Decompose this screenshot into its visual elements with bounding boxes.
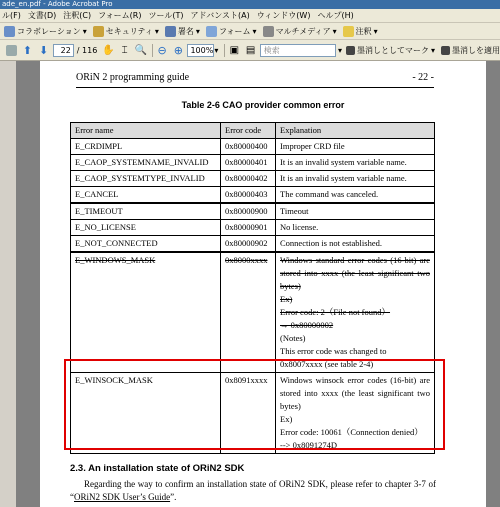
notes-text: This error code was changed to 0x8007xxxx (see table 2-4): [280, 346, 387, 369]
chevron-down-icon: ▾: [430, 45, 435, 55]
fit-width-icon: ▤: [245, 44, 256, 56]
collaboration-button[interactable]: [4, 26, 87, 37]
error-code: 0x80000402: [221, 171, 276, 187]
page-total: / 116: [76, 45, 98, 55]
error-name: E_NOT_CONNECTED: [71, 236, 221, 253]
collaboration-label: コラボレーション: [17, 26, 81, 36]
error-explanation: It is an invalid system variable name.: [276, 155, 435, 171]
toolbar-separator: [224, 44, 225, 57]
explanation-text: --> 0x8091274D: [280, 440, 337, 450]
sign-label: 署名: [177, 26, 194, 36]
pdf-page: [40, 61, 486, 507]
printer-icon: [6, 45, 17, 56]
redact-mark-label: 墨消しとしてマーク: [356, 45, 429, 55]
window-titlebar: [0, 0, 500, 9]
security-button[interactable]: [93, 26, 159, 37]
column-header: Error name: [71, 123, 221, 139]
zoom-out-button[interactable]: [155, 43, 169, 58]
select-tool-button[interactable]: [118, 43, 132, 58]
explanation-text: Windows winsock error codes (16-bit) are stored into xxxx (the least significant two bytes): [280, 375, 430, 411]
menu-help[interactable]: ヘルプ(H): [317, 11, 354, 20]
redact-mark-icon: [346, 46, 355, 55]
table-row: [71, 139, 435, 155]
error-explanation: Connection is not established.: [276, 236, 435, 253]
error-name: E_NO_LICENSE: [71, 220, 221, 236]
fit-page-button[interactable]: [227, 43, 241, 58]
zoom-level-input[interactable]: 100%: [187, 44, 214, 57]
hand-tool-button[interactable]: [101, 43, 115, 58]
header-title: ORiN 2 programming guide: [76, 72, 190, 83]
struck-text: Ex): [280, 294, 293, 304]
search-input[interactable]: 検索: [260, 44, 336, 57]
table-row-windows-mask: [71, 252, 435, 373]
table-row: [71, 220, 435, 236]
menu-advanced[interactable]: アドバンスト(A): [190, 11, 250, 20]
error-explanation: No license.: [276, 220, 435, 236]
pen-icon: [165, 26, 176, 37]
comment-icon: [343, 26, 354, 37]
redact-apply-label: 墨消しを適用: [451, 45, 500, 55]
page-header: [76, 72, 434, 88]
error-explanation: [276, 252, 435, 373]
table-row: [71, 187, 435, 204]
arrow-up-icon: ⬆: [22, 43, 32, 57]
cursor-icon: ⌶: [121, 44, 128, 56]
error-name: E_WINDOWS_MASK: [71, 252, 221, 373]
paragraph-text: Regarding the way to confirm an installation state of ORiN2 SDK, please refer to chapter 3-7 of “: [70, 479, 436, 502]
column-header: Error code: [221, 123, 276, 139]
zoom-in-button[interactable]: [171, 43, 185, 58]
menu-forms[interactable]: フォーム(R): [98, 11, 142, 20]
paragraph-text: ”.: [170, 492, 177, 502]
table-caption: Table 2-6 CAO provider common error: [181, 100, 345, 110]
window-title: ade_en.pdf - Adobe Acrobat Pro: [2, 0, 113, 8]
chevron-down-icon[interactable]: ▾: [214, 45, 219, 55]
error-name: E_CRDIMPL: [71, 139, 221, 155]
error-code: 0x80000401: [221, 155, 276, 171]
fit-width-button[interactable]: [244, 43, 258, 58]
toolbar-separator: [152, 44, 153, 57]
section-title: 2.3. An installation state of ORiN2 SDK: [70, 463, 245, 474]
magnifier-icon: 🔍: [134, 44, 148, 56]
redact-mark-button[interactable]: [346, 45, 435, 56]
comment-label: 注釈: [355, 26, 372, 36]
print-button[interactable]: [4, 43, 18, 58]
task-toolbar: [0, 23, 500, 40]
error-explanation: Timeout: [276, 203, 435, 220]
arrow-down-icon: ⬇: [38, 43, 49, 57]
body-paragraph: [70, 478, 436, 504]
error-code: 0x80000400: [221, 139, 276, 155]
explanation-text: Ex): [280, 414, 293, 424]
navigation-pane-strip[interactable]: [0, 61, 17, 507]
table-row: [71, 155, 435, 171]
red-highlight-box: [64, 359, 445, 450]
struck-text: → 0x80000002: [280, 320, 334, 330]
menu-file[interactable]: ル(F): [2, 11, 21, 20]
error-code: 0x80000901: [221, 220, 276, 236]
multimedia-label: マルチメディア: [275, 26, 331, 36]
error-code: 0x80000902: [221, 236, 276, 253]
lock-icon: [93, 26, 104, 37]
error-name: E_CAOP_SYSTEMTYPE_INVALID: [71, 171, 221, 187]
table-row: [71, 236, 435, 253]
table-row: [71, 203, 435, 220]
column-header: Explanation: [276, 123, 435, 139]
error-code: 0x8091xxxx: [221, 373, 276, 454]
explanation-text: Error code: 10061（Connection denied）: [280, 427, 423, 437]
redact-apply-icon: [441, 46, 450, 55]
redact-apply-button[interactable]: [441, 45, 500, 56]
error-name: E_WINSOCK_MASK: [71, 373, 221, 454]
navigation-toolbar: [0, 40, 500, 61]
error-code: 0x8000xxxx: [221, 252, 276, 373]
sign-button[interactable]: [165, 26, 200, 37]
hand-icon: ✋: [102, 44, 115, 56]
error-code: 0x80000403: [221, 187, 276, 204]
collaboration-icon: [4, 26, 15, 37]
film-icon: [263, 26, 274, 37]
menu-tools[interactable]: ツール(T): [148, 11, 184, 20]
minus-circle-icon: ⊖: [157, 43, 167, 57]
next-page-button[interactable]: [36, 43, 50, 58]
chevron-down-icon: ▾: [252, 26, 257, 36]
struck-text: Windows standard error codes (16-bit) are stored into xxxx (the least significant two bytes): [280, 255, 430, 291]
menu-bar: [0, 9, 500, 23]
forms-label: フォーム: [218, 26, 251, 36]
notes-label: (Notes): [280, 333, 306, 343]
header-page-number: - 22 -: [412, 72, 434, 83]
table-row: [71, 171, 435, 187]
zoom-tool-button[interactable]: [134, 43, 148, 58]
error-explanation: The command was canceled.: [276, 187, 435, 204]
comment-button[interactable]: [343, 26, 378, 37]
prev-page-button[interactable]: [20, 43, 34, 58]
error-name: E_CANCEL: [71, 187, 221, 204]
forms-button[interactable]: [206, 26, 257, 37]
chevron-down-icon[interactable]: ▾: [337, 45, 342, 55]
chevron-down-icon: ▾: [195, 26, 200, 36]
security-label: セキュリティ: [105, 26, 153, 36]
menu-document[interactable]: 文書(D): [27, 11, 57, 20]
menu-comments[interactable]: 注釈(C): [63, 11, 92, 20]
multimedia-button[interactable]: [263, 26, 337, 37]
chevron-down-icon: ▾: [332, 26, 337, 36]
chevron-down-icon: ▾: [154, 26, 159, 36]
guide-link[interactable]: ORiN2 SDK User’s Guide: [74, 492, 171, 502]
error-name: E_TIMEOUT: [71, 203, 221, 220]
plus-circle-icon: ⊕: [173, 43, 183, 57]
form-icon: [206, 26, 217, 37]
page-number-input[interactable]: 22: [53, 44, 74, 57]
error-code: 0x80000900: [221, 203, 276, 220]
chevron-down-icon: ▾: [373, 26, 378, 36]
fit-page-icon: ▣: [229, 44, 240, 56]
chevron-down-icon: ▾: [82, 26, 87, 36]
menu-window[interactable]: ウィンドウ(W): [256, 11, 311, 20]
error-name: E_CAOP_SYSTEMNAME_INVALID: [71, 155, 221, 171]
struck-text: Error code: 2（File not found）: [280, 307, 391, 317]
error-explanation: It is an invalid system variable name.: [276, 171, 435, 187]
table-header-row: [71, 123, 435, 139]
error-explanation: Improper CRD file: [276, 139, 435, 155]
